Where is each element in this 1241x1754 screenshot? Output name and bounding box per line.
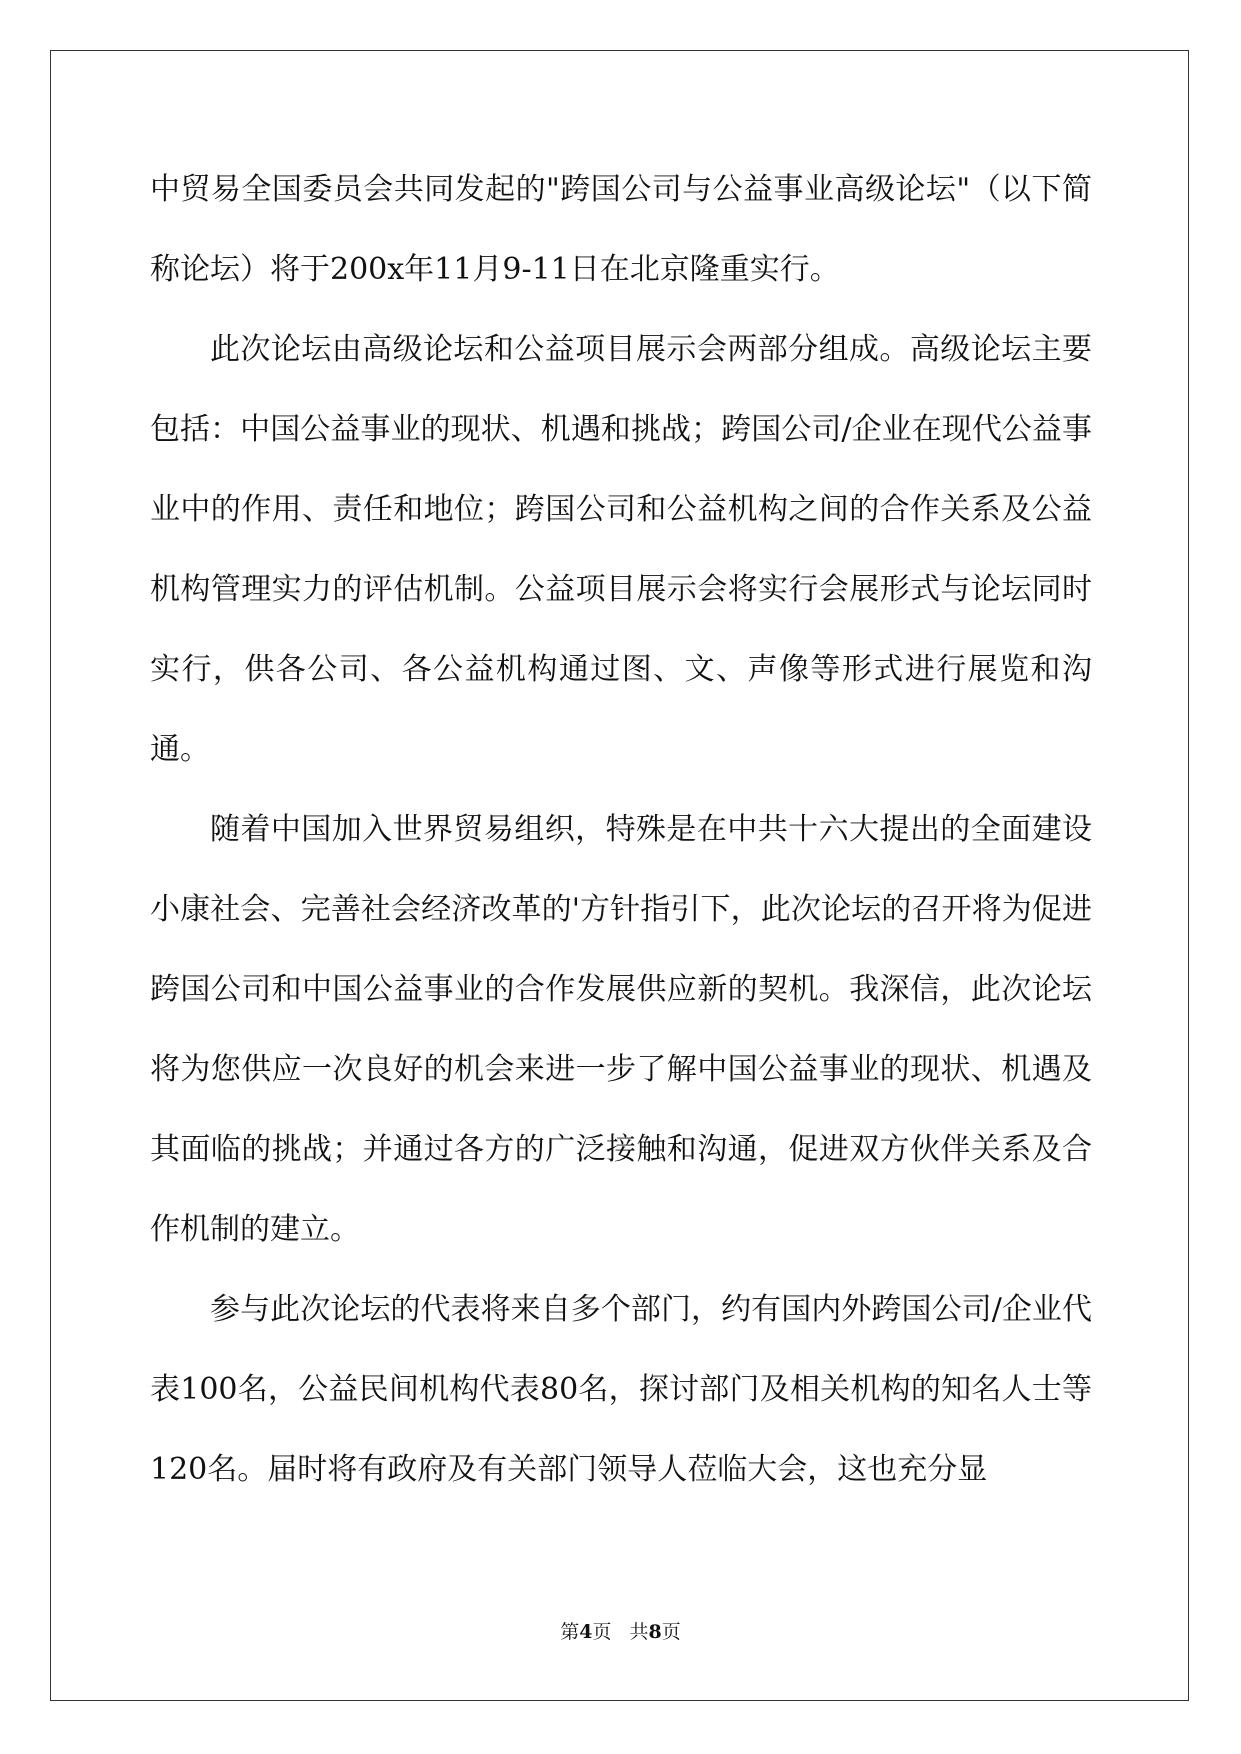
page-footer	[0, 1617, 1241, 1644]
page-total: 共8页	[629, 1621, 681, 1643]
paragraph-1: 中贸易全国委员会共同发起的"跨国公司与公益事业高级论坛"（以下简称论坛）将于200x年11月9-11日在北京隆重实行。	[150, 172, 1092, 287]
paragraph-3: 随着中国加入世界贸易组织，特殊是在中共十六大提出的全面建设小康社会、完善社会经济改革的'方针指引下，此次论坛的召开将为促进跨国公司和中国公益事业的合作发展供应新的契机。我深信，此次论坛将为您供应一次良好的机会来进一步了解中国公益事业的现状、机遇及其面临的挑战；并通过各方的广泛接触和沟通，促进双方伙伴关系及合作机制的建立。	[150, 812, 1092, 1247]
document-body	[150, 150, 1092, 1510]
paragraph-4: 参与此次论坛的代表将来自多个部门，约有国内外跨国公司/企业代表100名，公益民间机构代表80名，探讨部门及相关机构的知名人士等120名。届时将有政府及有关部门领导人莅临大会，这也充分显	[150, 1292, 1092, 1487]
page-number: 第4页	[560, 1621, 612, 1643]
paragraph-2: 此次论坛由高级论坛和公益项目展示会两部分组成。高级论坛主要包括：中国公益事业的现状、机遇和挑战；跨国公司/企业在现代公益事业中的作用、责任和地位；跨国公司和公益机构之间的合作关系及公益机构管理实力的评估机制。公益项目展示会将实行会展形式与论坛同时实行，供各公司、各公益机构通过图、文、声像等形式进行展览和沟通。	[150, 332, 1092, 767]
